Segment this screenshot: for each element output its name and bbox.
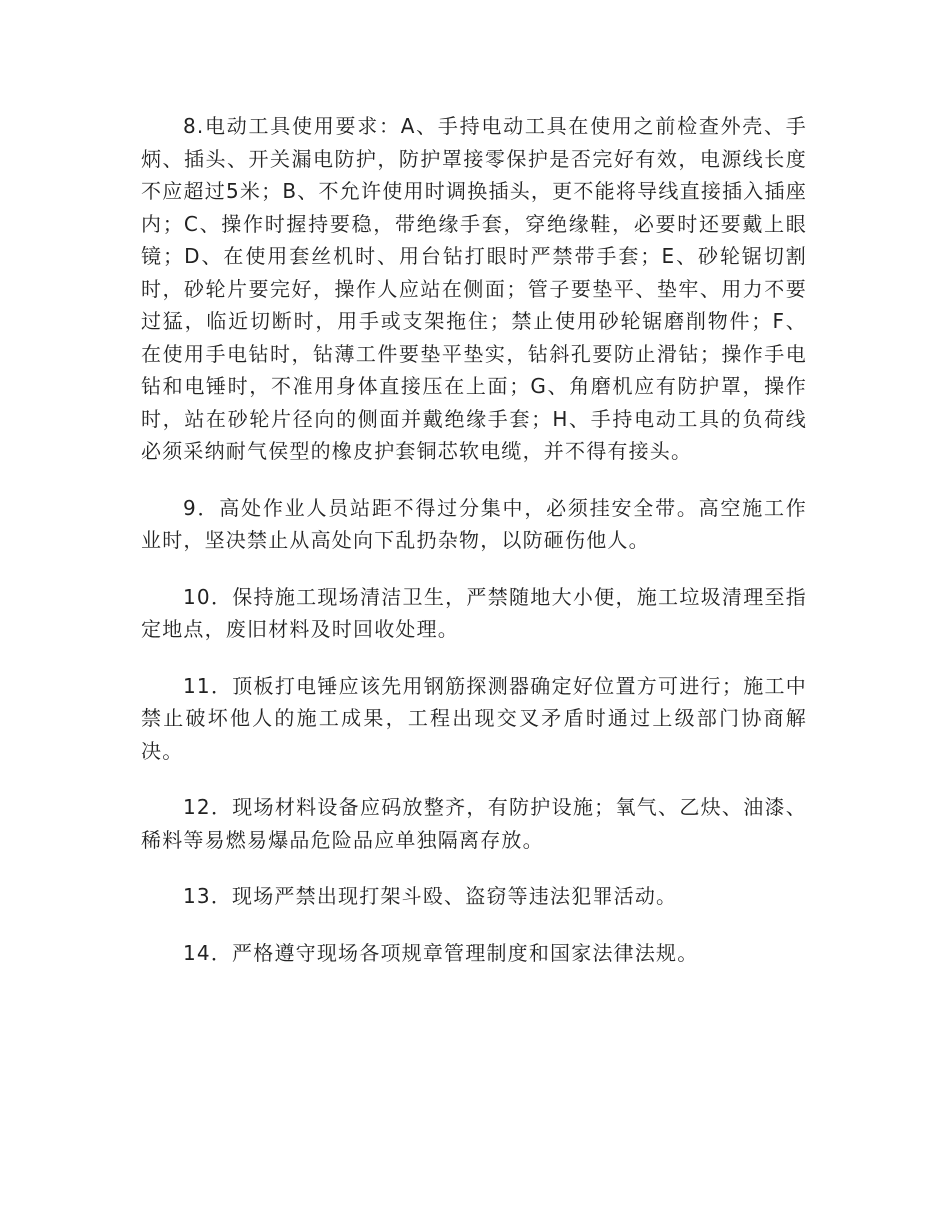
paragraph-item-11: 11．顶板打电锤应该先用钢筋探测器确定好位置方可进行；施工中禁止破坏他人的施工成果，工程出现交叉矛盾时通过上级部门协商解决。 (141, 673, 807, 763)
paragraph-item-8: 8.电动工具使用要求：A、手持电动工具在使用之前检查外壳、手炳、插头、开关漏电防护，防护罩接零保护是否完好有效，电源线长度不应超过5米；B、不允许使用时调换插头，更不能将导线直接插入插座内；C、操作时握持要稳，带绝缘手套，穿绝缘鞋，必要时还要戴上眼镜；D、在使用套丝机时、用台钻打眼时严禁带手套；E、砂轮锯切割时，砂轮片要完好，操作人应站在侧面；管子要垫平、垫牢、用力不要过猛，临近切断时，用手或支架拖住；禁止使用砂轮锯磨削物件；F、在使用手电钻时，钻薄工件要垫平垫实，钻斜孔要防止滑钻；操作手电钻和电锤时，不准用身体直接压在上面；G、角磨机应有防护罩，操作时，站在砂轮片径向的侧面并戴绝缘手套；H、手持电动工具的负荷线必须采纳耐气侯型的橡皮护套铜芯软电缆，并不得有接头。 (141, 114, 807, 463)
paragraph-item-13: 13．现场严禁出现打架斗殴、盗窃等违法犯罪活动。 (183, 884, 678, 908)
paragraph-item-9: 9．高处作业人员站距不得过分集中，必须挂安全带。高空施工作业时，坚决禁止从高处向下乱扔杂物，以防砸伤他人。 (141, 495, 807, 552)
paragraph-item-10: 10．保持施工现场清洁卫生，严禁随地大小便，施工垃圾清理至指定地点，废旧材料及时回收处理。 (141, 584, 807, 641)
document-body (141, 110, 807, 993)
paragraph-item-14: 14．严格遵守现场各项规章管理制度和国家法律法规。 (183, 940, 699, 965)
paragraph-item-12: 12．现场材料设备应码放整齐，有防护设施；氧气、乙炔、油漆、稀料等易燃易爆品危险品应单独隔离存放。 (141, 795, 807, 852)
